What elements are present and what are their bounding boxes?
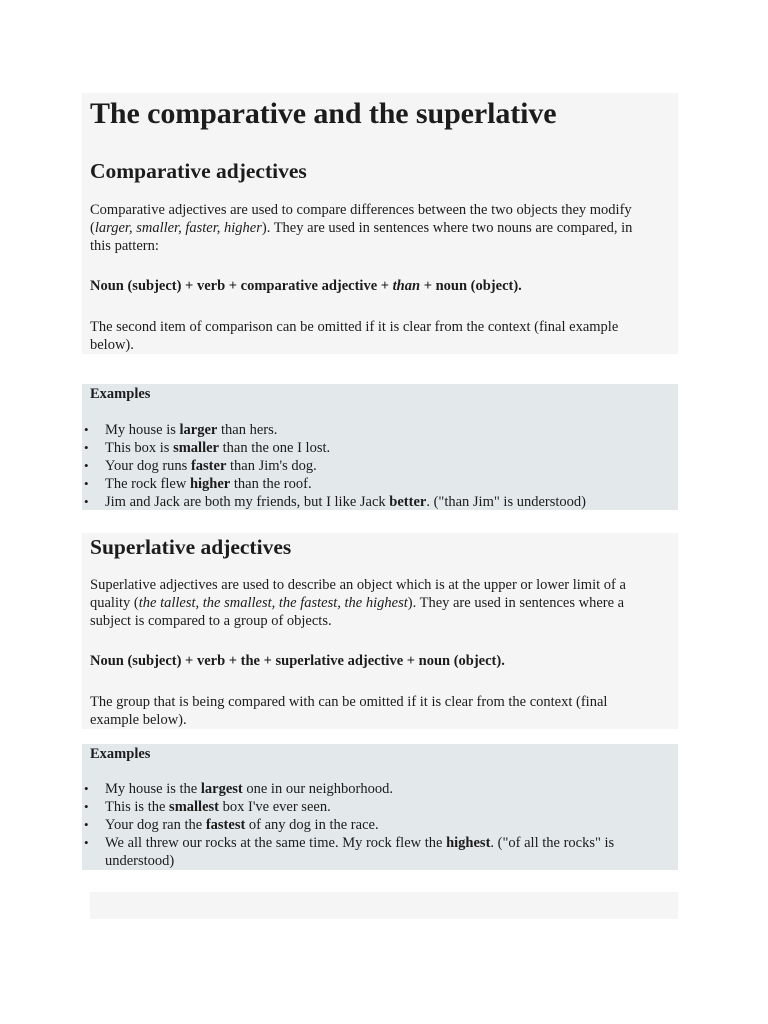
- comparative-section: [82, 93, 678, 354]
- list-item: • My house is the largest one in our neighborhood.: [82, 780, 672, 798]
- page-title: The comparative and the superlative: [90, 97, 557, 130]
- superlative-pattern: Noun (subject) + verb + the + superlative adjective + noun (object).: [90, 653, 505, 669]
- list-item: • Your dog runs faster than Jim's dog.: [82, 457, 672, 475]
- superlative-intro: Superlative adjectives are used to describe an object which is at the upper or lower limit of a quality (the tallest, the smallest, the fastest, the highest). They are used in sentences where a subject is compared to a group of objects.: [90, 577, 626, 629]
- comparative-pattern: Noun (subject) + verb + comparative adjective + than + noun (object).: [90, 278, 522, 294]
- empty-box: [90, 892, 678, 919]
- comparative-example-list: [82, 421, 672, 511]
- list-item: • My house is larger than hers.: [82, 421, 672, 439]
- list-item: • Your dog ran the fastest of any dog in the race.: [82, 816, 672, 834]
- list-item: • The rock flew higher than the roof.: [82, 475, 672, 493]
- comparative-examples: [82, 384, 678, 510]
- superlative-heading: Superlative adjectives: [90, 535, 292, 559]
- comparative-note: The second item of comparison can be omitted if it is clear from the context (final example below).: [90, 319, 619, 353]
- examples-title: Examples: [90, 386, 151, 402]
- list-item: • We all threw our rocks at the same time. My rock flew the highest. ("of all the rocks" is understood): [82, 834, 672, 870]
- examples-title: Examples: [90, 746, 151, 762]
- superlative-section: [82, 533, 678, 729]
- comparative-intro: Comparative adjectives are used to compare differences between the two objects they modify (larger, smaller, faster, higher). They are used in sentences where two nouns are compared, in this pattern:: [90, 202, 633, 254]
- superlative-example-list: [82, 780, 672, 870]
- list-item: • This box is smaller than the one I lost.: [82, 439, 672, 457]
- superlative-note: The group that is being compared with can be omitted if it is clear from the context (final example below).: [90, 694, 608, 728]
- list-item: • This is the smallest box I've ever seen.: [82, 798, 672, 816]
- superlative-examples: [82, 744, 678, 870]
- list-item: • Jim and Jack are both my friends, but I like Jack better. ("than Jim" is understood): [82, 493, 672, 511]
- comparative-heading: Comparative adjectives: [90, 159, 307, 183]
